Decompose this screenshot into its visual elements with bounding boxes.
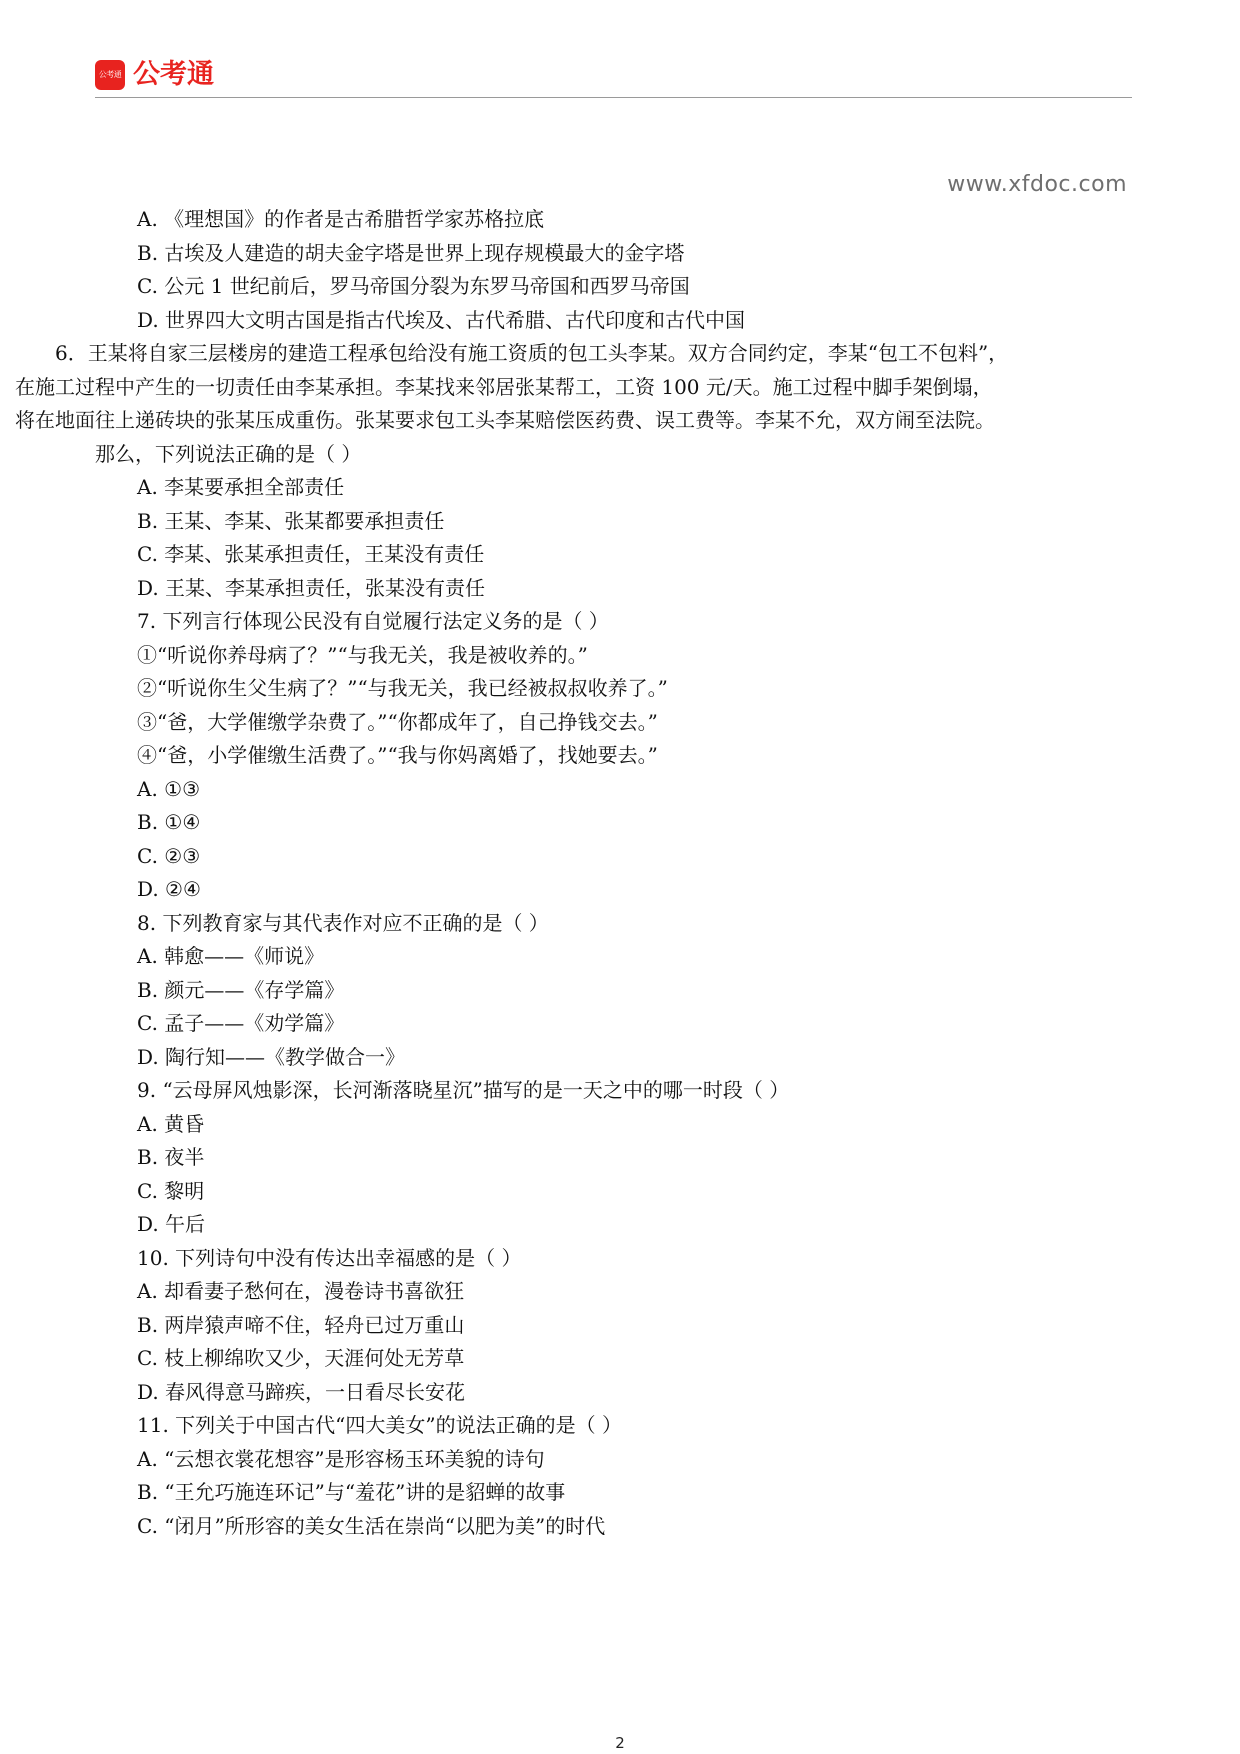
option-6c: C. 李某、张某承担责任，王某没有责任 [137, 542, 485, 566]
option-7d: D. ②④ [137, 877, 201, 901]
option-8a: A. 韩愈——《师说》 [137, 944, 325, 968]
option-7b: B. ①④ [137, 810, 201, 834]
site-url: www.xfdoc.com [947, 172, 1127, 197]
question-11: 11. 下列关于中国古代“四大美女”的说法正确的是（ ） [137, 1413, 622, 1437]
question-6-line-1: 6．王某将自家三层楼房的建造工程承包给没有施工资质的包工头李某。双方合同约定，李某“包工不包料”， [55, 341, 1009, 365]
option-6d: D. 王某、李某承担责任，张某没有责任 [137, 576, 486, 600]
option-9a: A. 黄昏 [137, 1112, 205, 1136]
option-10b: B. 两岸猿声啼不住，轻舟已过万重山 [137, 1313, 465, 1337]
logo-text: 公考通 [133, 59, 214, 90]
option-8d: D. 陶行知——《教学做合一》 [137, 1045, 406, 1069]
option-10c: C. 枝上柳绵吹又少，天涯何处无芳草 [137, 1346, 465, 1370]
question-7: 7. 下列言行体现公民没有自觉履行法定义务的是（ ） [137, 609, 609, 633]
option-11b: B. “王允巧施连环记”与“羞花”讲的是貂蝉的故事 [137, 1480, 566, 1504]
option-5d: D. 世界四大文明古国是指古代埃及、古代希腊、古代印度和古代中国 [137, 308, 746, 332]
header [95, 58, 1135, 98]
option-11c: C. “闭月”所形容的美女生活在崇尚“以肥为美”的时代 [137, 1514, 606, 1538]
question-6-line-2: 在施工过程中产生的一切责任由李某承担。李某找来邻居张某帮工，工资 100 元/天。施工过程中脚手架倒塌， [15, 375, 993, 399]
option-5b: B. 古埃及人建造的胡夫金字塔是世界上现存规模最大的金字塔 [137, 241, 685, 265]
option-7c: C. ②③ [137, 844, 201, 868]
option-8b: B. 颜元——《存学篇》 [137, 978, 345, 1002]
option-6b: B. 王某、李某、张某都要承担责任 [137, 509, 445, 533]
option-10a: A. 却看妻子愁何在，漫卷诗书喜欲狂 [137, 1279, 465, 1303]
option-5a: A. 《理想国》的作者是古希腊哲学家苏格拉底 [137, 207, 545, 231]
question-6-prompt: 那么，下列说法正确的是（ ） [95, 442, 362, 466]
option-5c: C. 公元 1 世纪前后，罗马帝国分裂为东罗马帝国和西罗马帝国 [137, 274, 690, 298]
question-9: 9. “云母屏风烛影深，长河渐落晓星沉”描写的是一天之中的哪一时段（ ） [137, 1078, 790, 1102]
option-6a: A. 李某要承担全部责任 [137, 475, 345, 499]
question-6-line-3: 将在地面往上递砖块的张某压成重伤。张某要求包工头李某赔偿医药费、误工费等。李某不允，双方闹至法院。 [15, 408, 995, 432]
option-7a: A. ①③ [137, 777, 201, 801]
page-number: 2 [615, 1734, 625, 1752]
statement-7-2: ②“听说你生父生病了？”“与我无关，我已经被叔叔收养了。” [137, 676, 668, 700]
option-10d: D. 春风得意马蹄疾，一日看尽长安花 [137, 1380, 466, 1404]
statement-7-4: ④“爸，小学催缴生活费了。”“我与你妈离婚了，找她要去。” [137, 743, 658, 767]
logo-badge: 公考通 [95, 60, 125, 90]
question-8: 8. 下列教育家与其代表作对应不正确的是（ ） [137, 911, 549, 935]
statement-7-3: ③“爸，大学催缴学杂费了。”“你都成年了，自己挣钱交去。” [137, 710, 658, 734]
option-8c: C. 孟子——《劝学篇》 [137, 1011, 345, 1035]
option-9c: C. 黎明 [137, 1179, 205, 1203]
question-10: 10. 下列诗句中没有传达出幸福感的是（ ） [137, 1246, 522, 1270]
option-11a: A. “云想衣裳花想容”是形容杨玉环美貌的诗句 [137, 1447, 545, 1471]
option-9b: B. 夜半 [137, 1145, 205, 1169]
header-divider [95, 97, 1132, 98]
statement-7-1: ①“听说你养母病了？”“与我无关，我是被收养的。” [137, 643, 588, 667]
option-9d: D. 午后 [137, 1212, 206, 1236]
